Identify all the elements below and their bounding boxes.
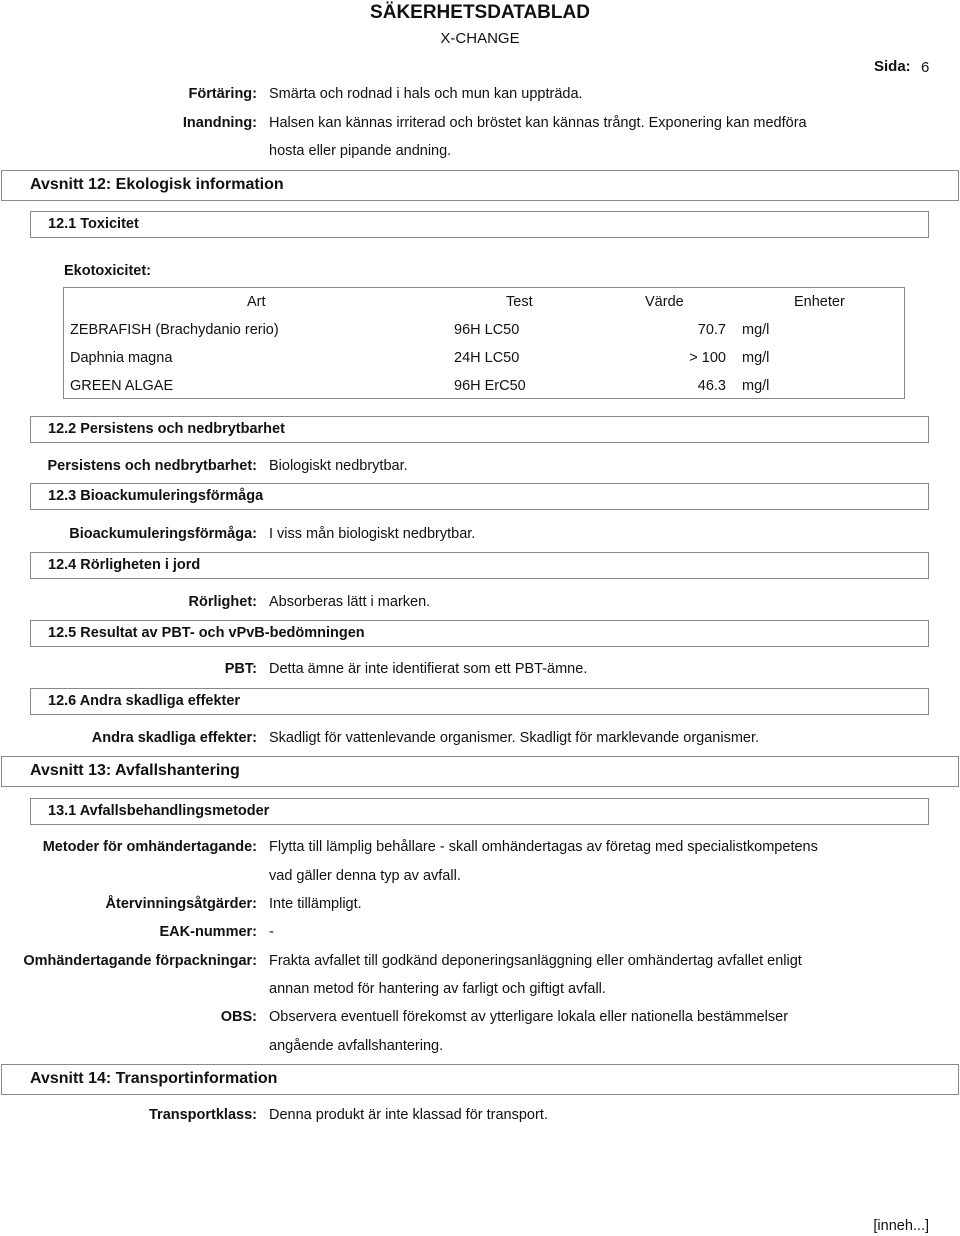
table-row-0-art: ZEBRAFISH (Brachydanio rerio) — [70, 322, 279, 338]
section13-title: Avsnitt 13: Avfallshantering — [30, 762, 240, 779]
table-header-test: Test — [506, 294, 533, 310]
ingestion-label: Förtäring: — [188, 86, 257, 102]
table-row-2-test: 96H ErC50 — [454, 378, 526, 394]
document-title: SÄKERHETSDATABLAD — [370, 2, 590, 23]
s12-1-header-box — [30, 211, 929, 238]
s12-2-title: 12.2 Persistens och nedbrytbarhet — [48, 421, 285, 437]
pbt-label: PBT: — [224, 661, 257, 677]
ingestion-value: Smärta och rodnad i hals och mun kan uppträda. — [269, 86, 583, 102]
other-effects-label: Andra skadliga effekter: — [91, 730, 257, 746]
mobility-label: Rörlighet: — [188, 594, 257, 610]
pbt-value: Detta ämne är inte identifierat som ett PBT-ämne. — [269, 661, 588, 677]
s12-3-title: 12.3 Bioackumuleringsförmåga — [48, 488, 264, 504]
section12-title: Avsnitt 12: Ekologisk information — [30, 176, 284, 193]
table-row-2-unit: mg/l — [742, 378, 770, 394]
product-name: X-CHANGE — [440, 30, 520, 47]
continued-note: [inneh...] — [873, 1218, 929, 1234]
s12-4-title: 12.4 Rörligheten i jord — [48, 557, 201, 573]
table-row-0-value: 70.7 — [697, 322, 726, 338]
recovery-value: Inte tillämpligt. — [269, 896, 362, 912]
inhalation-value-line1: Halsen kan kännas irriterad och bröstet kan kännas trångt. Exponering kan medföra — [269, 115, 807, 131]
section14-title: Avsnitt 14: Transportinformation — [30, 1070, 278, 1087]
table-row-1-test: 24H LC50 — [454, 350, 520, 366]
s13-1-title: 13.1 Avfallsbehandlingsmetoder — [48, 803, 270, 819]
s12-6-title: 12.6 Andra skadliga effekter — [48, 693, 241, 709]
disposal-methods-value-line1: Flytta till lämplig behållare - skall omhändertagas av företag med specialistkompetens — [269, 839, 818, 855]
table-row-2-value: 46.3 — [697, 378, 726, 394]
table-row-2-art: GREEN ALGAE — [70, 378, 174, 394]
note-label: OBS: — [220, 1009, 257, 1025]
s12-1-title: 12.1 Toxicitet — [48, 216, 139, 232]
table-row-1-art: Daphnia magna — [70, 350, 173, 366]
table-header-value: Värde — [645, 294, 684, 310]
transport-class-label: Transportklass: — [149, 1107, 257, 1123]
transport-class-value: Denna produkt är inte klassad för transport. — [269, 1107, 548, 1123]
persistence-label: Persistens och nedbrytbarhet: — [47, 458, 257, 474]
mobility-value: Absorberas lätt i marken. — [269, 594, 431, 610]
disposal-methods-value-line2: vad gäller denna typ av avfall. — [269, 868, 461, 884]
table-row-1-value: > 100 — [689, 350, 726, 366]
ecotox-table-grid — [64, 288, 904, 398]
packaging-disposal-value-line2: annan metod för hantering av farligt och giftigt avfall. — [269, 981, 606, 997]
note-value-line2: angående avfallshantering. — [269, 1038, 444, 1054]
page-number: 6 — [921, 59, 930, 76]
page-label: Sida: — [874, 58, 911, 75]
ecotox-label: Ekotoxicitet: — [64, 263, 152, 279]
recovery-label: Återvinningsåtgärder: — [105, 896, 257, 912]
inhalation-value-line2: hosta eller pipande andning. — [269, 143, 452, 159]
s12-5-title: 12.5 Resultat av PBT- och vPvB-bedömningen — [48, 625, 365, 641]
table-header-unit: Enheter — [794, 294, 845, 310]
bioaccumulation-label: Bioackumuleringsförmåga: — [69, 526, 257, 542]
other-effects-value: Skadligt för vattenlevande organismer. Skadligt för marklevande organismer. — [269, 730, 760, 746]
note-value-line1: Observera eventuell förekomst av ytterligare lokala eller nationella bestämmelser — [269, 1009, 789, 1025]
table-row-0-unit: mg/l — [742, 322, 770, 338]
table-row-1-unit: mg/l — [742, 350, 770, 366]
table-row-0-test: 96H LC50 — [454, 322, 520, 338]
eak-value: - — [269, 924, 274, 940]
persistence-value: Biologiskt nedbrytbar. — [269, 458, 408, 474]
inhalation-label: Inandning: — [182, 115, 257, 131]
packaging-disposal-label: Omhändertagande förpackningar: — [23, 953, 257, 969]
packaging-disposal-value-line1: Frakta avfallet till godkänd deponeringsanläggning eller omhändertag avfallet enligt — [269, 953, 802, 969]
disposal-methods-label: Metoder för omhändertagande: — [42, 839, 257, 855]
table-header-art: Art — [247, 294, 266, 310]
eak-label: EAK-nummer: — [159, 924, 257, 940]
bioaccumulation-value: I viss mån biologiskt nedbrytbar. — [269, 526, 476, 542]
